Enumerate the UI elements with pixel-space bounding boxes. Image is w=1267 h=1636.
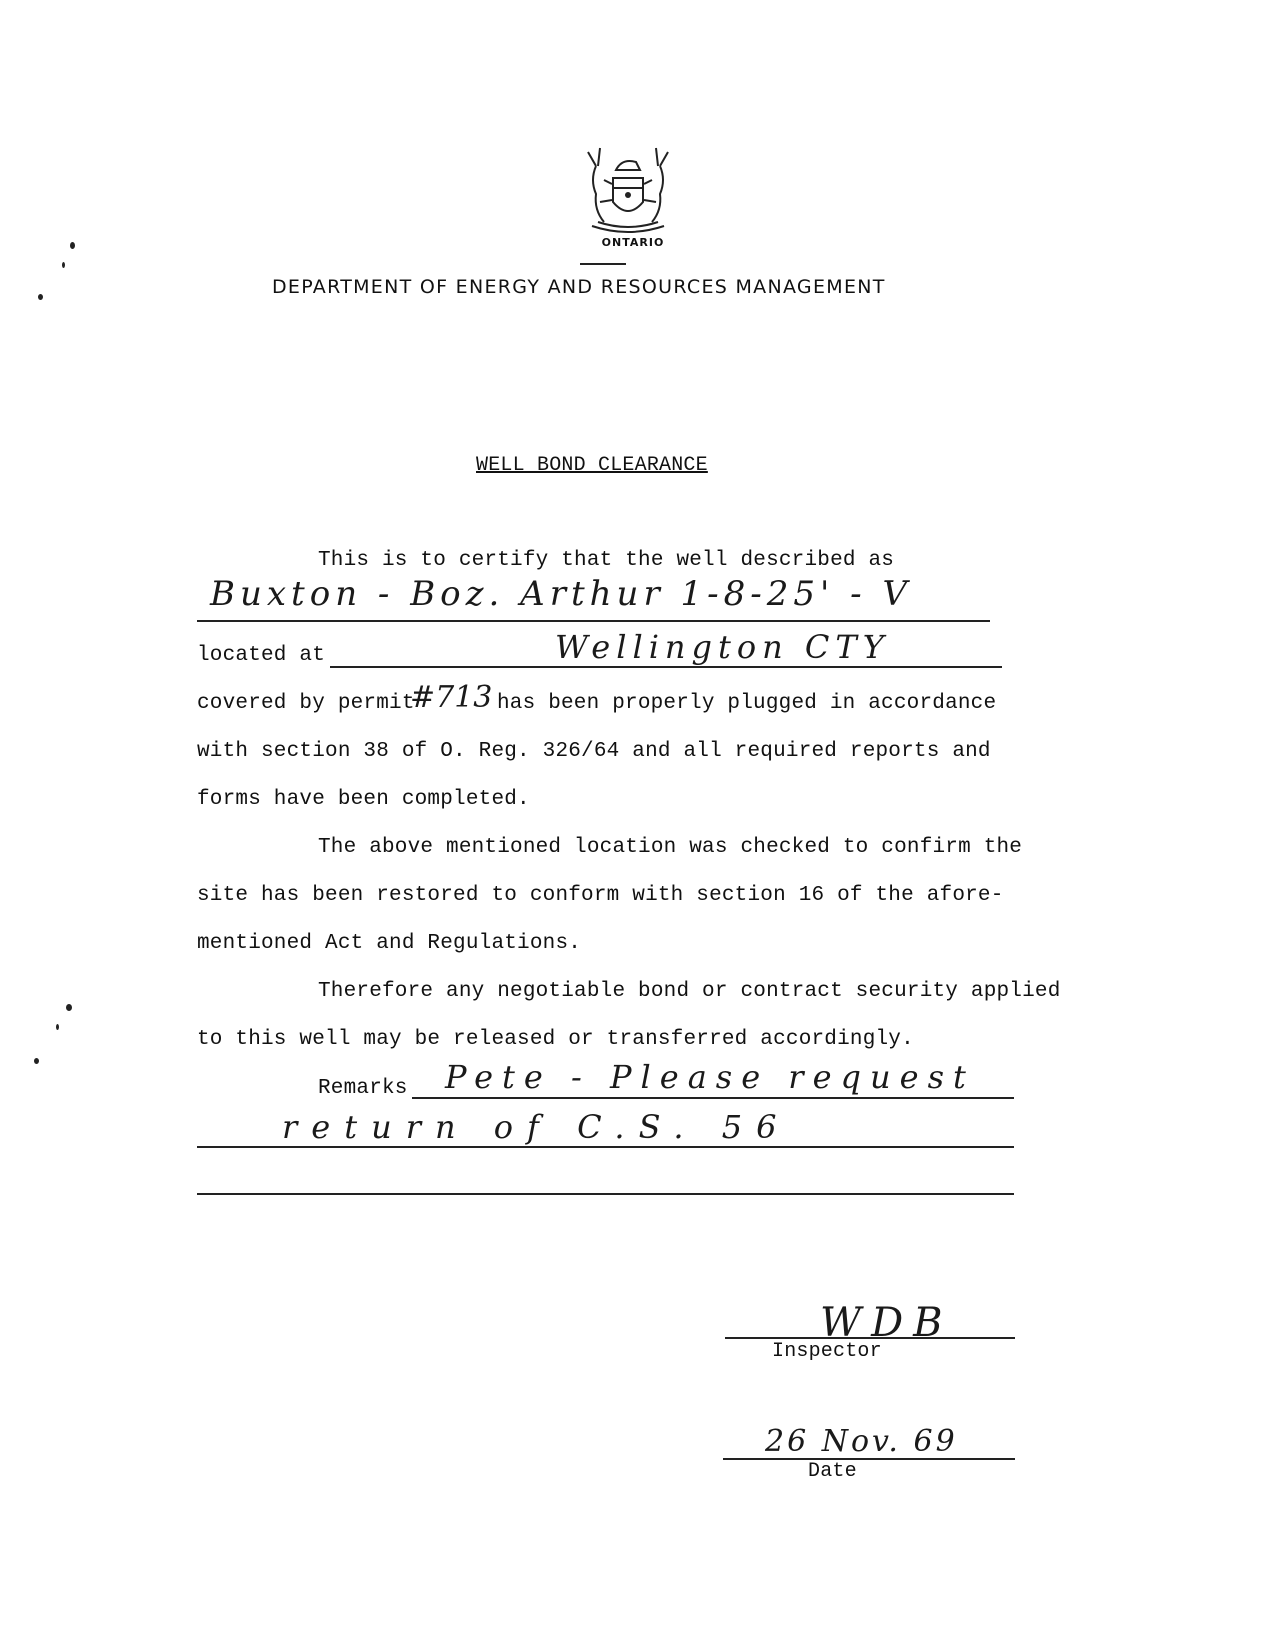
- date-rule: [723, 1458, 1015, 1460]
- scan-mark: [62, 262, 65, 268]
- remarks-line2-handwritten: return of C.S. 56: [282, 1108, 791, 1146]
- inspector-signature: WDB: [820, 1300, 953, 1346]
- remarks-line1-handwritten: Pete - Please request: [445, 1058, 975, 1096]
- para3-line2: to this well may be released or transferred accordingly.: [197, 1028, 914, 1051]
- ontario-coat-of-arms-icon: [578, 140, 678, 240]
- department-title: DEPARTMENT OF ENERGY AND RESOURCES MANAGEMENT: [272, 276, 886, 298]
- scan-mark: [38, 294, 43, 300]
- para2-line1: The above mentioned location was checked to confirm the: [318, 836, 1023, 859]
- located-at-label: located at: [197, 644, 326, 667]
- well-description-line: [197, 620, 990, 622]
- inspector-rule: [725, 1337, 1015, 1339]
- date-label: Date: [808, 1460, 857, 1483]
- date-handwritten: 26 Nov. 69: [765, 1424, 958, 1459]
- province-label: ONTARIO: [601, 236, 665, 249]
- scan-mark: [34, 1058, 39, 1064]
- location-handwritten: Wellington CTY: [555, 628, 890, 666]
- para3-line1: Therefore any negotiable bond or contract security applied: [318, 980, 1061, 1003]
- para2-line3: mentioned Act and Regulations.: [197, 932, 582, 955]
- permit-suffix-text: has been properly plugged in accordance: [497, 692, 997, 715]
- form-title: WELL BOND CLEARANCE: [476, 454, 708, 477]
- permit-prefix-text: covered by permit: [197, 692, 415, 715]
- section-38-text: with section 38 of O. Reg. 326/64 and all required reports and: [197, 740, 991, 763]
- remarks-line2-rule: [197, 1146, 1014, 1148]
- scan-mark: [66, 1004, 72, 1011]
- remarks-line3-rule: [197, 1193, 1014, 1195]
- location-line: [330, 666, 1002, 668]
- forms-completed-text: forms have been completed.: [197, 788, 530, 811]
- remarks-label: Remarks: [318, 1077, 408, 1100]
- permit-number-handwritten: #713: [410, 680, 493, 715]
- scan-mark: [70, 242, 75, 249]
- remarks-line1-rule: [412, 1097, 1014, 1099]
- cert-intro-text: This is to certify that the well described as: [318, 549, 895, 572]
- header-rule: [580, 263, 626, 265]
- scan-mark: [56, 1024, 59, 1030]
- well-description-handwritten: Buxton - Boz. Arthur 1-8-25' - V: [210, 574, 913, 614]
- para2-line2: site has been restored to conform with section 16 of the afore-: [197, 884, 1004, 907]
- inspector-label: Inspector: [772, 1340, 882, 1363]
